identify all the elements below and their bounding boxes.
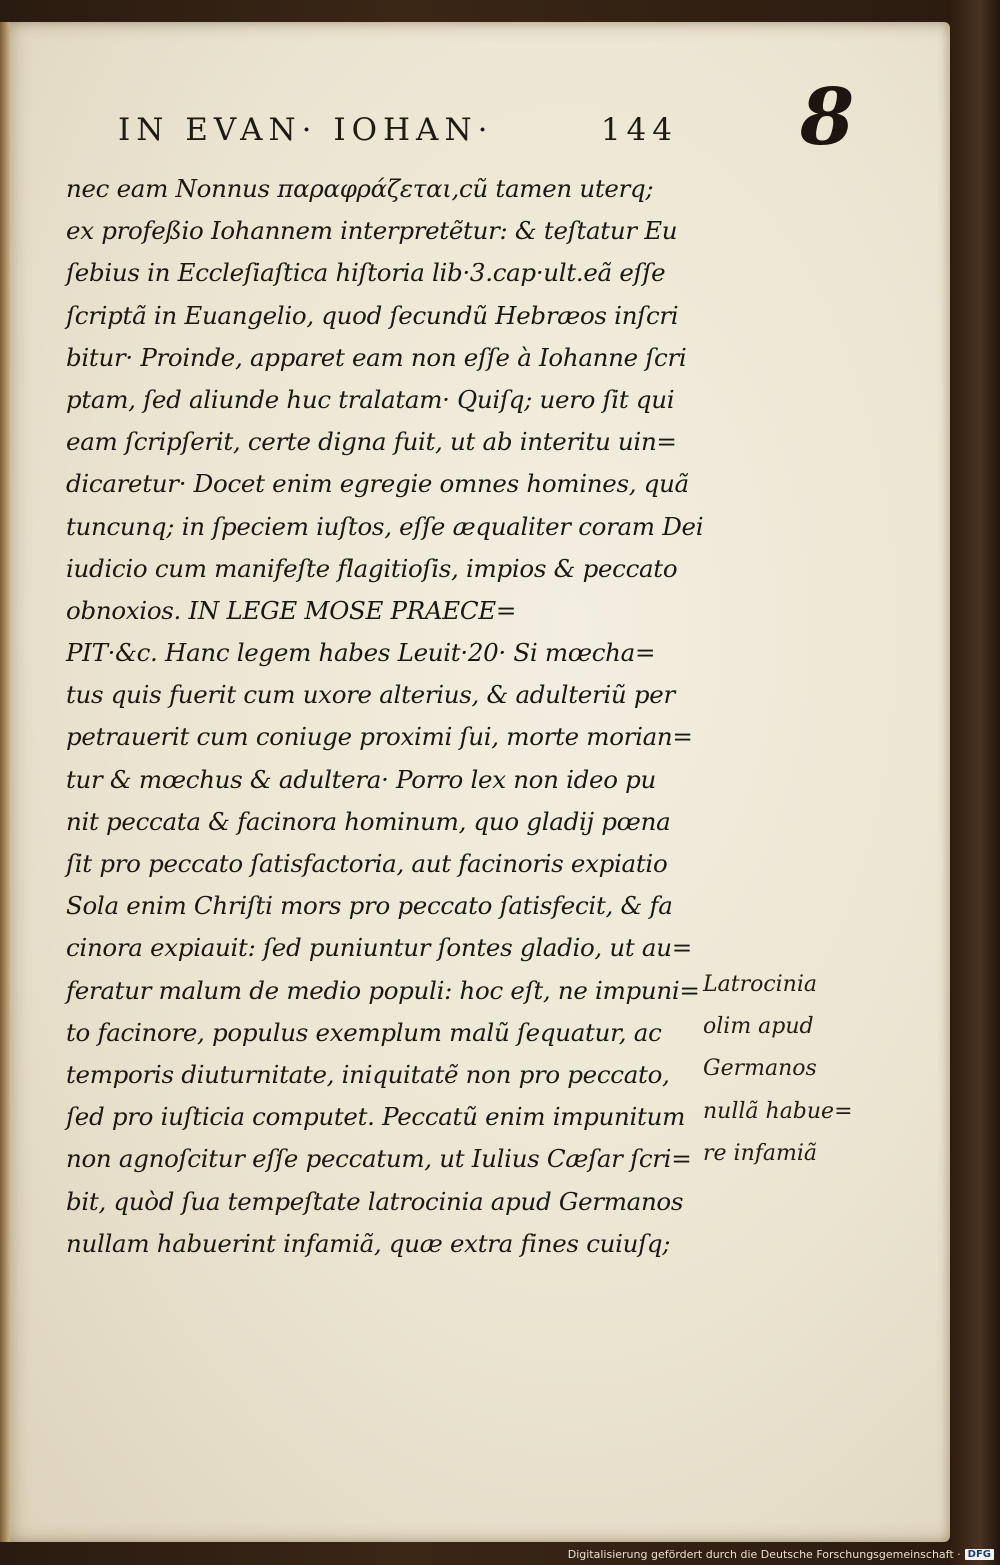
text-line: ptam, ſed aliunde huc tralatam· Quiſq; uero ſit qui xyxy=(66,384,675,414)
handwritten-folio-mark: 8 xyxy=(800,72,855,163)
marginal-note-line: Latrocinia xyxy=(703,972,818,997)
text-line: feratur malum de medio populi: hoc eſt, ne impuni= xyxy=(66,975,700,1005)
text-line: ſcriptã in Euangelio, quod ſecundũ Hebræos inſcri xyxy=(66,300,679,330)
text-line: petrauerit cum coniuge proximi ſui, morte morian= xyxy=(66,722,693,752)
text-line: tus quis fuerit cum uxore alterius, & adulteriũ per xyxy=(66,680,675,710)
dfg-logo: DFG xyxy=(965,1549,994,1560)
text-line: iudicio cum manifeſte flagitioſis, impios & peccato xyxy=(66,553,678,583)
text-line: nec eam Nonnus παραφράζεται,cũ tamen uterq; xyxy=(66,174,654,203)
marginal-note-line: nullã habue= xyxy=(703,1098,853,1124)
text-line: ſed pro iuſticia computet. Peccatũ enim impunitum xyxy=(66,1102,685,1132)
text-line: bitur· Proinde, apparet eam non eſſe à Iohanne ſcri xyxy=(66,342,687,372)
text-line: obnoxios. IN LEGE MOSE PRAECE= xyxy=(66,595,517,625)
marginal-note-line: olim apud xyxy=(703,1014,814,1040)
text-line: tur & mœchus & adultera· Porro lex non ideo pu xyxy=(66,764,657,794)
digitization-credit xyxy=(568,1548,994,1561)
text-line: ex profeßio Iohannem interpretẽtur: & teſtatur Eu xyxy=(66,216,678,246)
show-through-text xyxy=(728,812,734,834)
text-line: dicaretur· Docet enim egregie omnes homines, quã xyxy=(66,469,689,499)
page-number: 144 xyxy=(600,112,678,148)
running-head-title: IN EVAN· IOHAN· xyxy=(118,112,494,148)
marginal-note-line: Germanos xyxy=(703,1056,817,1082)
body-text xyxy=(66,168,706,1265)
credit-text: Digitalisierung gefördert durch die Deutsche Forschungsgemeinschaft · xyxy=(567,1548,961,1561)
text-line: nullam habuerint infamiã, quæ extra fines cuiuſq; xyxy=(66,1228,671,1258)
text-line: ſebius in Eccleſiaſtica hiſtoria lib·3.cap·ult.eã eſſe xyxy=(66,258,666,288)
page-gutter xyxy=(0,22,10,1542)
text-line: eam ſcripſerit, certe digna fuit, ut ab interitu uin= xyxy=(66,427,677,457)
book-edge xyxy=(950,0,1000,1565)
text-line: cinora expiauit: ſed puniuntur ſontes gladio, ut au= xyxy=(66,933,692,963)
text-line: ſit pro peccato ſatisfactoria, aut facinoris expiatio xyxy=(66,849,668,878)
text-line: nit peccata & facinora hominum, quo gladij pœna xyxy=(66,806,671,836)
text-line: non agnoſcitur eſſe peccatum, ut Iulius Cæſar ſcri= xyxy=(66,1144,692,1174)
text-line: Sola enim Chriſti mors pro peccato ſatisfecit, & fa xyxy=(66,891,673,921)
marginal-note-line: re infamiã xyxy=(703,1140,818,1166)
text-line: bit, quòd ſua tempeſtate latrocinia apud Germanos xyxy=(66,1186,684,1216)
text-line: to facinore, populus exemplum malũ ſequatur, ac xyxy=(66,1017,662,1047)
text-line: temporis diuturnitate, iniquitatẽ non pro peccato, xyxy=(66,1059,670,1089)
marginal-note xyxy=(703,964,883,1175)
text-line: PIT·&c. Hanc legem habes Leuit·20· Si mœcha= xyxy=(66,638,656,668)
text-line: tuncunq; in ſpeciem iuſtos, eſſe æqualiter coram Dei xyxy=(66,511,704,541)
running-head xyxy=(118,112,678,148)
